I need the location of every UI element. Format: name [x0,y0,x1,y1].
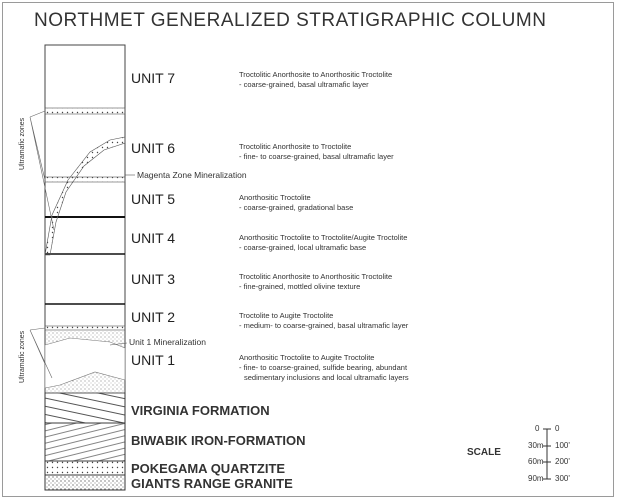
unit5-label: UNIT 5 [131,191,176,207]
pokegama-pattern [45,461,125,475]
unit6-desc-line2: - fine- to coarse-grained, basal ultramafic layer [239,152,394,161]
unit1-mineralization-label: Unit 1 Mineralization [129,337,207,347]
unit7-desc-line1: Troctolitic Anorthosite to Anorthositic Troctolite [239,70,393,79]
biwabik-pattern [45,423,125,461]
unit7-label: UNIT 7 [131,70,176,86]
unit5-desc-line1: Anorthositic Troctolite [239,193,311,202]
unit2-desc-line2: - medium- to coarse-grained, basal ultramafic layer [239,321,409,330]
biwabik-label: BIWABIK IRON-FORMATION [131,433,306,448]
scale-imperial-3: 300' [555,474,570,483]
unit1-desc-line2: - fine- to coarse-grained, sulfide bearing, abundant [239,363,408,372]
scale-title: SCALE [467,447,501,458]
giants-range-label: GIANTS RANGE GRANITE [131,476,293,491]
unit2-label: UNIT 2 [131,309,176,325]
figure-title: NORTHMET GENERALIZED STRATIGRAPHIC COLUMN [34,10,547,31]
unit6-label: UNIT 6 [131,140,176,156]
unit6-desc-line1: Troctolitic Anorthosite to Troctolite [239,142,352,151]
unit3-desc-line1: Troctolitic Anorthosite to Anorthositic Troctolite [239,272,393,281]
unit4-label: UNIT 4 [131,230,176,246]
scale-metric-1: 30m [528,441,544,450]
unit3-desc-line2: - fine-grained, mottled olivine texture [239,282,361,291]
unit4-desc-line1: Anorthositic Troctolite to Troctolite/Augite Troctolite [239,233,408,242]
ultramafic-zones-label-lower: Ultramafic zones [19,330,26,383]
unit7-desc-line2: - coarse-grained, basal ultramafic layer [239,80,369,89]
unit1-desc-line3: sedimentary inclusions and local ultramafic layers [244,373,409,382]
ultramafic-zones-label-upper: Ultramafic zones [19,117,26,170]
unit2-basal-layer [45,326,125,330]
giants-range-pattern [45,475,125,490]
unit1-desc-line1: Anorthositic Troctolite to Augite Troctolite [239,353,375,362]
pokegama-label: POKEGAMA QUARTZITE [131,461,286,476]
scale-imperial-2: 200' [555,457,570,466]
magenta-zone-label: Magenta Zone Mineralization [137,170,247,180]
unit2-desc-line1: Troctolite to Augite Troctolite [239,311,334,320]
unit3-label: UNIT 3 [131,271,176,287]
scale-metric-0: 0 [535,424,540,433]
virginia-formation-pattern [45,393,125,423]
scale-metric-3: 90m [528,474,544,483]
scale-imperial-1: 100' [555,441,570,450]
unit7-basal-layer [45,108,125,114]
unit5-desc-line2: - coarse-grained, gradational base [239,203,354,212]
unit6-basal-layer [45,177,125,182]
scale-metric-2: 60m [528,457,544,466]
virginia-formation-label: VIRGINIA FORMATION [131,403,270,418]
unit4-desc-line2: - coarse-grained, local ultramafic base [239,243,367,252]
scale-imperial-0: 0 [555,424,560,433]
unit1-label: UNIT 1 [131,352,176,368]
